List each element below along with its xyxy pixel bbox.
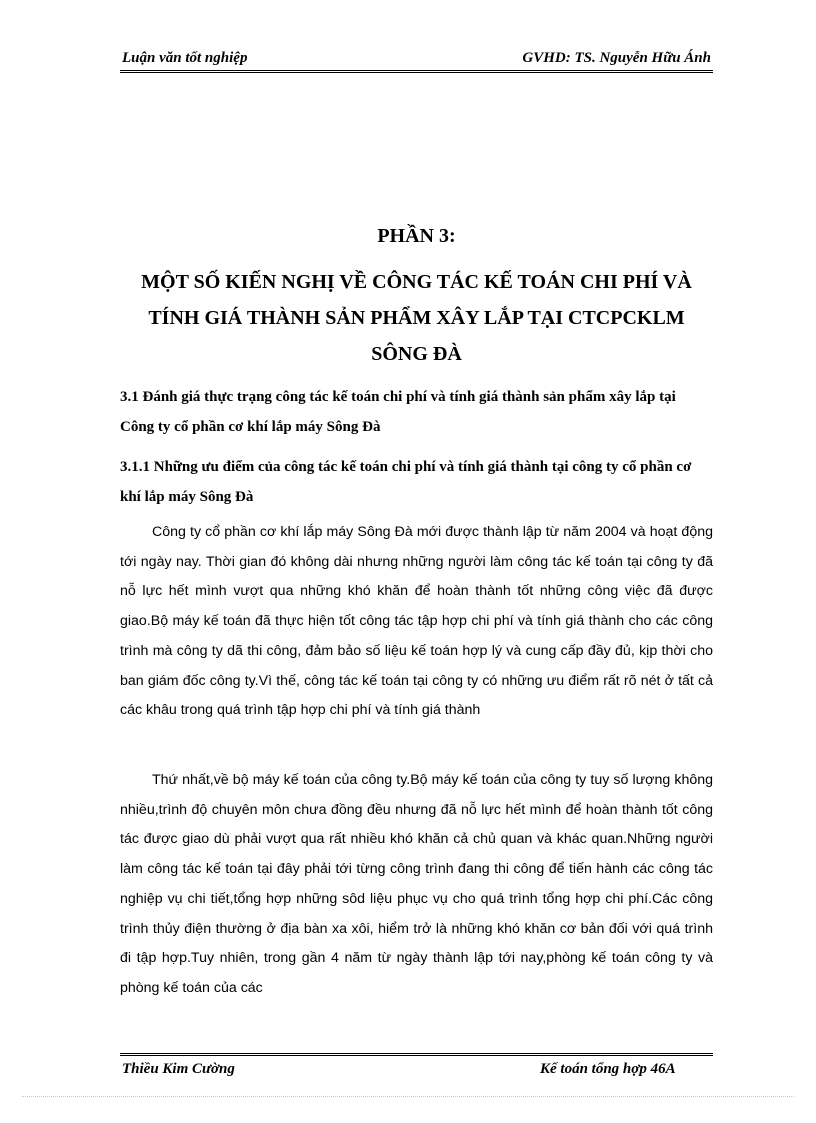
part-title: PHẦN 3: bbox=[377, 225, 456, 247]
page-footer bbox=[120, 1053, 713, 1082]
page-bottom-divider bbox=[22, 1096, 794, 1097]
chapter-title-line-1: MỘT SỐ KIẾN NGHỊ VỀ CÔNG TÁC KẾ TOÁN CHI PHÍ VÀ bbox=[141, 271, 692, 293]
chapter-title-line-3: SÔNG ĐÀ bbox=[371, 343, 462, 365]
section-heading-3-1-1: 3.1.1 Những ưu điểm của công tác kế toán chi phí và tính giá thành tại công ty cổ phần cơ khí lắp máy Sông Đà bbox=[120, 459, 692, 505]
chapter-title bbox=[120, 264, 713, 372]
body-paragraph-1: Công ty cổ phần cơ khí lắp máy Sông Đà mới được thành lập từ năm 2004 và hoạt động tới ngày nay. Thời gian đó không dài nhưng những người làm công tác kế toán tại công ty đã nỗ lực hết mình vượt qua những khó khăn để hoàn thành tốt những công việc đã được giao.Bộ máy kế toán đã thực hiện tốt công tác tập hợp chi phí và tính giá thành cho các công trình mà công ty dã thi công, đảm bảo số liệu kế toán hợp lý và cung cấp đầy đủ, kịp thời cho ban giám đốc công ty.Vì thế, công tác kế toán tại công ty có những ưu điểm rất rõ nét ở tất cả các khâu trong quá trình tập hợp chi phí và tính giá thành bbox=[120, 524, 713, 719]
header-advisor-label: GVHD: TS. Nguyễn Hữu Ánh bbox=[522, 50, 711, 66]
header-thesis-label: Luận văn tốt nghiệp bbox=[122, 50, 248, 66]
footer-class-label: Kế toán tổng hợp 46A bbox=[540, 1061, 676, 1077]
page-header bbox=[120, 48, 713, 73]
section-heading-3-1: 3.1 Đánh giá thực trạng công tác kế toán chi phí và tính giá thành sản phẩm xây lắp tại Công ty cổ phần cơ khí lắp máy Sông Đà bbox=[120, 389, 676, 435]
body-paragraph-2: Thứ nhất,về bộ máy kế toán của công ty.Bộ máy kế toán của công ty tuy số lượng không nhiều,trình độ chuyên môn chưa đồng đều nhưng đã nỗ lực hết mình để hoàn thành tốt công tác được giao dù phải vượt qua rất nhiều khó khăn cả chủ quan và khác quan.Những người làm công tác kế toán tại đây phải tới từng công trình đang thi công để tiến hành các công tác nghiệp vụ chi tiết,tổng hợp những sôd liệu phục vụ cho quá trình tổng hợp chi phí.Các công trình thủy điện thường ở địa bàn xa xôi, hiểm trở là những khó khăn cơ bản đối với quá trình đi tập hợp.Tuy nhiên, trong gần 4 năm từ ngày thành lập tới nay,phòng kế toán công ty và phòng kế toán của các bbox=[120, 772, 713, 996]
chapter-title-line-2: TÍNH GIÁ THÀNH SẢN PHẨM XÂY LẮP TẠI CTCPCKLM bbox=[148, 307, 685, 329]
footer-author-label: Thiều Kim Cường bbox=[122, 1061, 235, 1077]
